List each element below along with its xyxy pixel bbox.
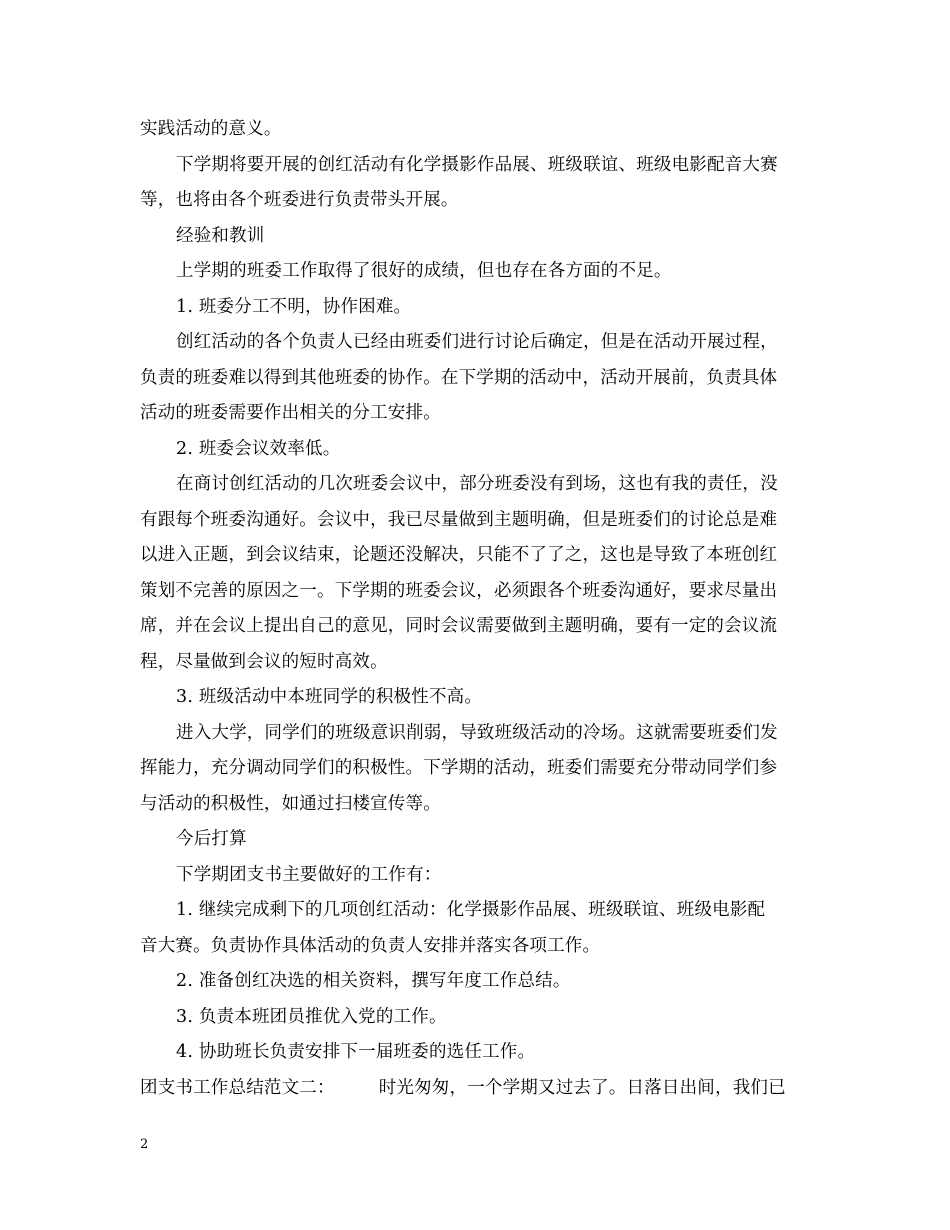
- text-line: 下学期将要开展的创红活动有化学摄影作品展、班级联谊、班级电影配音大赛: [176, 155, 778, 175]
- text-line: 以进入正题，到会议结束，论题还没解决，只能不了了之，这也是导致了本班创红: [140, 545, 778, 565]
- text-line: 等，也将由各个班委进行负责带头开展。: [140, 190, 459, 210]
- text-line: 进入大学，同学们的班级意识削弱，导致班级活动的冷场。这就需要班委们发: [176, 723, 778, 743]
- text-line: 创红活动的各个负责人已经由班委们进行讨论后确定，但是在活动开展过程，: [176, 332, 778, 352]
- text-line: 实践活动的意义。: [140, 119, 282, 139]
- list-item: 4. 协助班长负责安排下一届班委的选任工作。: [176, 1042, 536, 1062]
- text-line: 程，尽量做到会议的短时高效。: [140, 652, 388, 672]
- text-line: 有跟每个班委沟通好。会议中，我已尽量做到主题明确，但是班委们的讨论总是难: [140, 510, 778, 530]
- text-line: 下学期团支书主要做好的工作有：: [176, 865, 442, 885]
- text-line: 在商讨创红活动的几次班委会议中，部分班委没有到场，这也有我的责任，没: [176, 474, 778, 494]
- text-line: 策划不完善的原因之一。下学期的班委会议，必须跟各个班委沟通好，要求尽量出: [140, 581, 778, 601]
- article-body-start: 时光匆匆，一个学期又过去了。日落日出间，我们已: [378, 1078, 786, 1098]
- text-line: 与活动的积极性，如通过扫楼宣传等。: [140, 794, 441, 814]
- text-line: 上学期的班委工作取得了很好的成绩，但也存在各方面的不足。: [176, 261, 672, 281]
- text-line: 活动的班委需要作出相关的分工安排。: [140, 403, 441, 423]
- text-line: [140, 1077, 820, 1099]
- list-item: 3. 班级活动中本班同学的积极性不高。: [176, 687, 483, 707]
- list-item: 3. 负责本班团员推优入党的工作。: [176, 1007, 447, 1027]
- text-line: 负责的班委难以得到其他班委的协作。在下学期的活动中，活动开展前，负责具体: [140, 368, 778, 388]
- list-item: 1. 继续完成剩下的几项创红活动：化学摄影作品展、班级联谊、班级电影配: [176, 900, 766, 920]
- section-heading: 今后打算: [176, 829, 247, 849]
- page-number: 2: [140, 1137, 149, 1152]
- list-item: 2. 准备创红决选的相关资料，撰写年度工作总结。: [176, 971, 571, 991]
- list-item: 2. 班委会议效率低。: [176, 439, 341, 459]
- list-item: 1. 班委分工不明，协作困难。: [176, 297, 412, 317]
- text-line: 席，并在会议上提出自己的意见，同时会议需要做到主题明确，要有一定的会议流: [140, 616, 778, 636]
- article-title: 团支书工作总结范文二：: [140, 1078, 335, 1098]
- text-line: 音大赛。负责协作具体活动的负责人安排并落实各项工作。: [140, 936, 601, 956]
- text-line: 挥能力，充分调动同学们的积极性。下学期的活动，班委们需要充分带动同学们参: [140, 758, 778, 778]
- section-heading: 经验和教训: [176, 226, 265, 246]
